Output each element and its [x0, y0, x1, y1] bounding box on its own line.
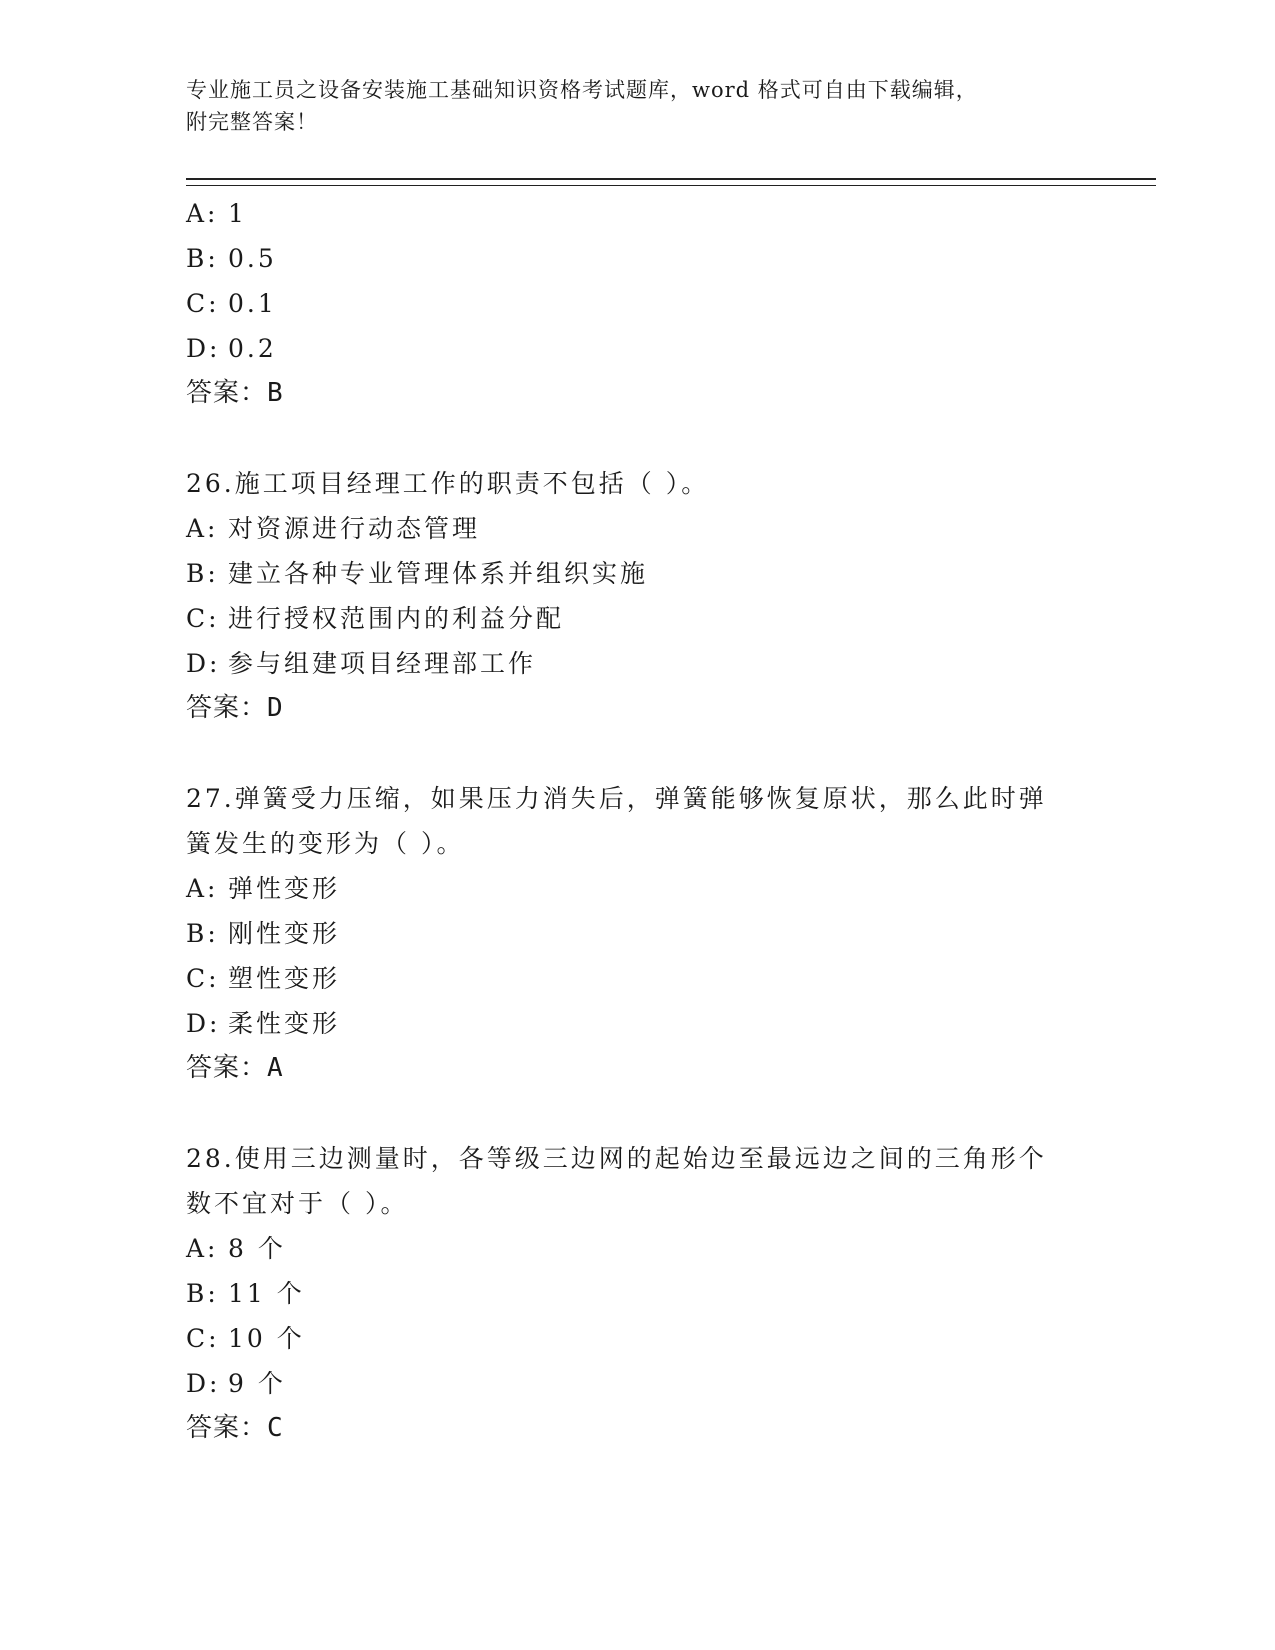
question-26	[186, 461, 1146, 731]
option-label: A:	[186, 514, 219, 543]
option-c	[186, 956, 1146, 1001]
option-text: 11 个	[228, 1279, 305, 1308]
option-b	[186, 1271, 1146, 1316]
question-text-continued: 数不宜对于（ ）。	[186, 1189, 409, 1218]
option-label: B:	[186, 244, 219, 273]
option-text: 0.2	[228, 334, 277, 363]
question-text: 27.弹簧受力压缩，如果压力消失后，弹簧能够恢复原状，那么此时弹	[186, 784, 1047, 813]
option-label: B:	[186, 919, 219, 948]
option-text: 0.1	[228, 289, 277, 318]
question-list	[186, 191, 1146, 1451]
option-b	[186, 551, 1146, 596]
option-a	[186, 1226, 1146, 1271]
option-text: 刚性变形	[228, 919, 341, 948]
option-label: A:	[186, 1234, 219, 1263]
header-line-1: 专业施工员之设备安装施工基础知识资格考试题库，word 格式可自由下载编辑，	[186, 78, 978, 102]
option-b	[186, 911, 1146, 956]
question-text: 28.使用三边测量时，各等级三边网的起始边至最远边之间的三角形个	[186, 1144, 1047, 1173]
option-label: D:	[186, 1369, 221, 1398]
option-label: D:	[186, 334, 221, 363]
answer-line: 答案：A	[186, 1053, 284, 1083]
document-header	[186, 74, 1086, 138]
option-label: C:	[186, 289, 220, 318]
option-label: B:	[186, 559, 219, 588]
option-text: 1	[228, 199, 247, 228]
option-text: 0.5	[228, 244, 277, 273]
question-28	[186, 1136, 1146, 1451]
question-27	[186, 776, 1146, 1091]
answer-line: 答案：C	[186, 1413, 284, 1443]
prev-question-options	[186, 191, 1146, 416]
option-text: 进行授权范围内的利益分配	[228, 604, 565, 633]
option-c	[186, 596, 1146, 641]
option-text: 塑性变形	[228, 964, 341, 993]
option-label: D:	[186, 1009, 221, 1038]
option-text: 柔性变形	[228, 1009, 341, 1038]
header-divider	[186, 178, 1156, 186]
option-a	[186, 506, 1146, 551]
option-label: B:	[186, 1279, 219, 1308]
option-text: 10 个	[228, 1324, 305, 1353]
option-label: A:	[186, 874, 219, 903]
option-c	[186, 1316, 1146, 1361]
option-label: C:	[186, 1324, 220, 1353]
option-text: 9 个	[228, 1369, 286, 1398]
option-label: C:	[186, 964, 220, 993]
option-d	[186, 1361, 1146, 1406]
question-text: 26.施工项目经理工作的职责不包括（ ）。	[186, 469, 710, 498]
answer-line: 答案：D	[186, 693, 284, 723]
option-text: 建立各种专业管理体系并组织实施	[228, 559, 649, 588]
option-a	[186, 866, 1146, 911]
option-d	[186, 641, 1146, 686]
answer-line: 答案：B	[186, 378, 284, 408]
option-text: 弹性变形	[228, 874, 341, 903]
option-c	[186, 281, 1146, 326]
option-label: C:	[186, 604, 220, 633]
option-text: 8 个	[228, 1234, 286, 1263]
option-d	[186, 326, 1146, 371]
option-a	[186, 191, 1146, 236]
option-b	[186, 236, 1146, 281]
option-label: D:	[186, 649, 221, 678]
option-d	[186, 1001, 1146, 1046]
question-text-continued: 簧发生的变形为（ ）。	[186, 829, 465, 858]
header-line-2: 附完整答案！	[186, 110, 318, 134]
option-text: 参与组建项目经理部工作	[228, 649, 537, 678]
option-label: A:	[186, 199, 219, 228]
option-text: 对资源进行动态管理	[228, 514, 481, 543]
